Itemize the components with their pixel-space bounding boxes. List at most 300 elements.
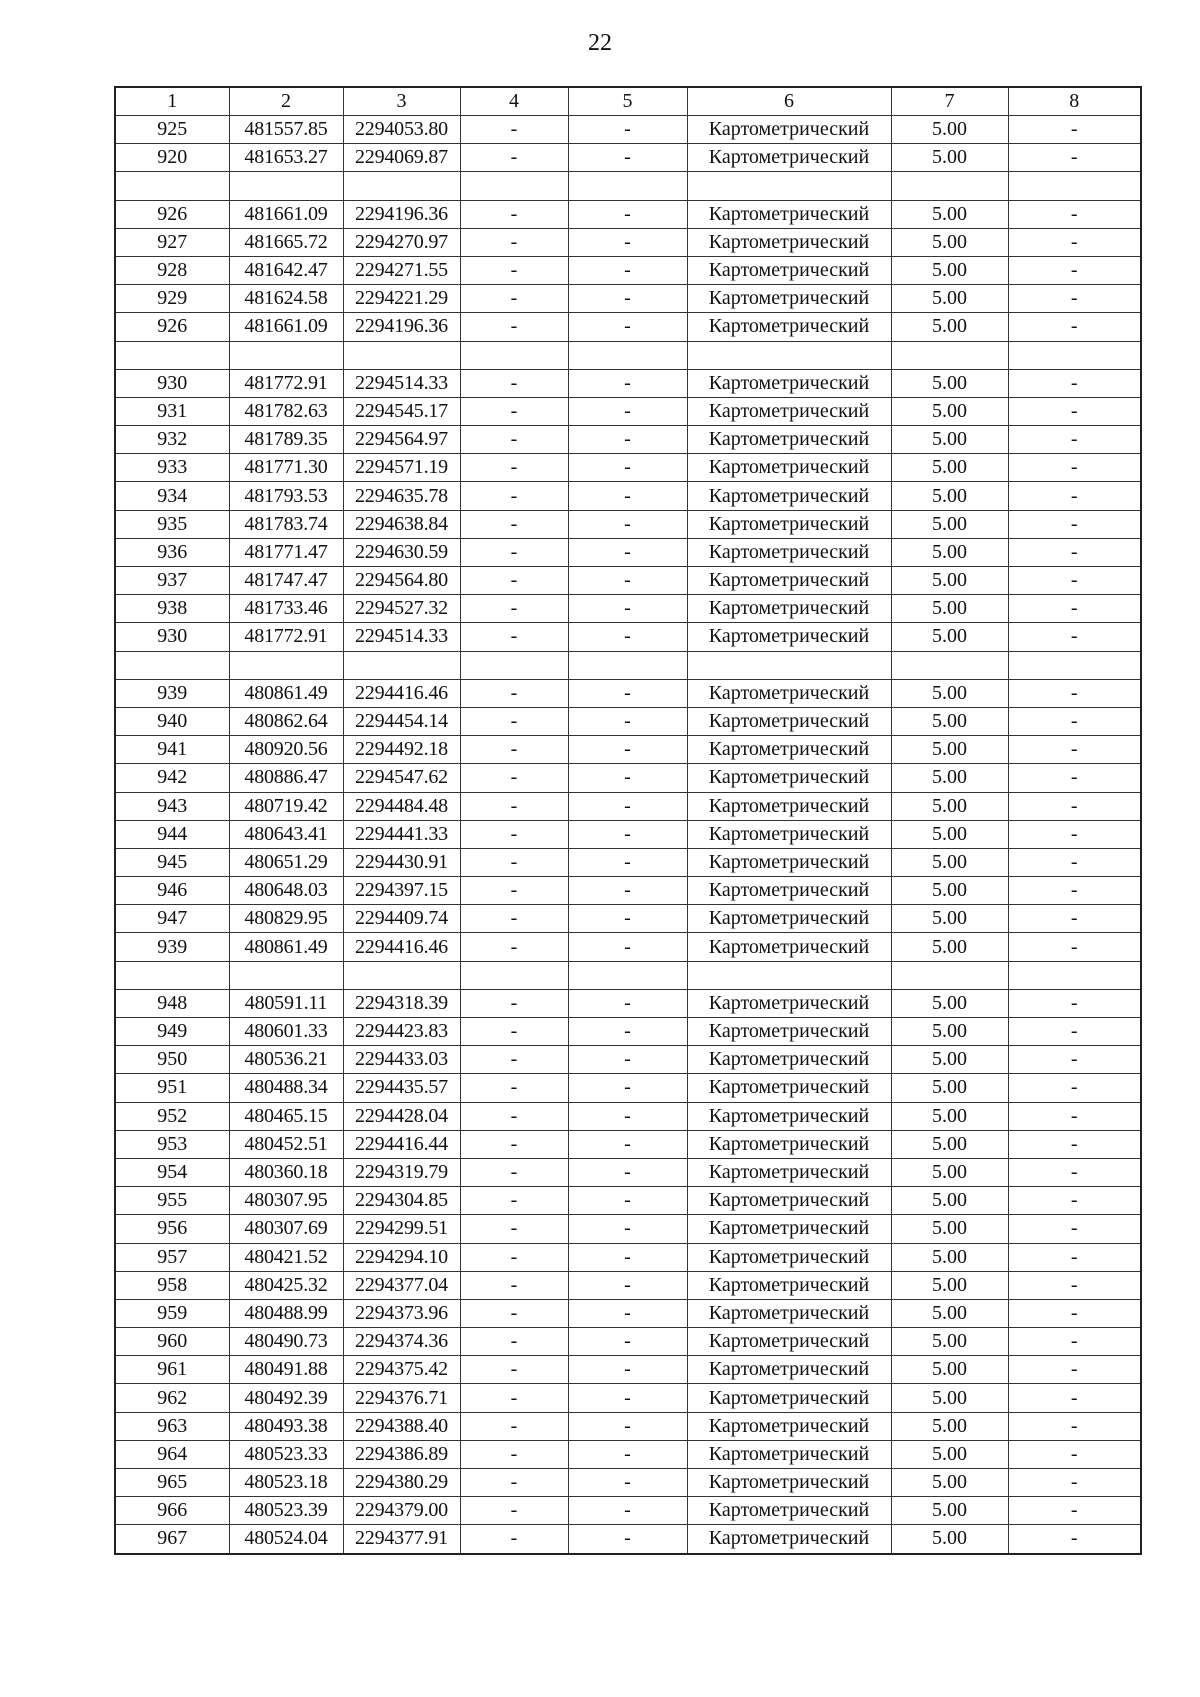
col5-cell: - [568,1440,687,1468]
method-cell: Картометрический [687,1046,891,1074]
col4-cell: - [460,1497,568,1525]
y-coordinate-cell: 2294319.79 [343,1158,460,1186]
method-cell: Картометрический [687,144,891,172]
method-cell: Картометрический [687,369,891,397]
col8-cell [1008,961,1141,989]
method-cell: Картометрический [687,1299,891,1327]
x-coordinate-cell: 481653.27 [229,144,343,172]
table-row [115,426,1141,454]
method-cell: Картометрический [687,285,891,313]
accuracy-cell: 5.00 [891,200,1008,228]
col4-cell: - [460,482,568,510]
method-cell: Картометрический [687,538,891,566]
accuracy-cell: 5.00 [891,1384,1008,1412]
col5-cell [568,961,687,989]
method-cell: Картометрический [687,1074,891,1102]
col8-cell: - [1008,905,1141,933]
col5-cell: - [568,144,687,172]
method-cell: Картометрический [687,736,891,764]
col5-cell: - [568,1384,687,1412]
y-coordinate-cell: 2294492.18 [343,736,460,764]
method-cell: Картометрический [687,116,891,144]
accuracy-cell: 5.00 [891,482,1008,510]
col8-cell: - [1008,1102,1141,1130]
y-coordinate-cell: 2294373.96 [343,1299,460,1327]
col8-cell: - [1008,736,1141,764]
y-coordinate-cell: 2294318.39 [343,989,460,1017]
y-coordinate-cell: 2294416.46 [343,679,460,707]
col4-cell: - [460,144,568,172]
table-row [115,256,1141,284]
x-coordinate-cell: 481557.85 [229,116,343,144]
col4-cell [460,341,568,369]
method-cell: Картометрический [687,228,891,256]
point-number-cell: 930 [115,369,229,397]
col5-cell: - [568,764,687,792]
col5-cell: - [568,989,687,1017]
col4-cell [460,651,568,679]
col8-cell: - [1008,1130,1141,1158]
method-cell: Картометрический [687,256,891,284]
col8-cell: - [1008,538,1141,566]
col5-cell: - [568,116,687,144]
y-coordinate-cell: 2294428.04 [343,1102,460,1130]
point-number-cell: 956 [115,1215,229,1243]
x-coordinate-cell: 481783.74 [229,510,343,538]
x-coordinate-cell: 480829.95 [229,905,343,933]
col4-cell: - [460,1412,568,1440]
y-coordinate-cell: 2294564.97 [343,426,460,454]
method-cell: Картометрический [687,1187,891,1215]
x-coordinate-cell: 480523.33 [229,1440,343,1468]
col5-cell: - [568,313,687,341]
col5-cell: - [568,567,687,595]
accuracy-cell [891,172,1008,200]
accuracy-cell: 5.00 [891,1469,1008,1497]
y-coordinate-cell: 2294547.62 [343,764,460,792]
column-header: 5 [568,87,687,116]
method-cell: Картометрический [687,397,891,425]
point-number-cell: 953 [115,1130,229,1158]
col4-cell: - [460,848,568,876]
point-number-cell: 958 [115,1271,229,1299]
table-row [115,397,1141,425]
col5-cell: - [568,1412,687,1440]
col4-cell: - [460,397,568,425]
x-coordinate-cell: 481771.30 [229,454,343,482]
point-number-cell: 944 [115,820,229,848]
accuracy-cell: 5.00 [891,595,1008,623]
accuracy-cell: 5.00 [891,1158,1008,1186]
col4-cell: - [460,200,568,228]
col4-cell: - [460,1187,568,1215]
col5-cell: - [568,679,687,707]
x-coordinate-cell [229,961,343,989]
table-row [115,595,1141,623]
col8-cell: - [1008,792,1141,820]
col8-cell: - [1008,1074,1141,1102]
x-coordinate-cell: 481772.91 [229,369,343,397]
col5-cell: - [568,1215,687,1243]
col8-cell: - [1008,820,1141,848]
table-body [115,116,1141,1554]
table-row [115,1130,1141,1158]
table-row [115,116,1141,144]
col5-cell: - [568,510,687,538]
point-number-cell: 939 [115,679,229,707]
col4-cell: - [460,877,568,905]
x-coordinate-cell: 480643.41 [229,820,343,848]
col8-cell: - [1008,1440,1141,1468]
table-row [115,1102,1141,1130]
x-coordinate-cell: 481782.63 [229,397,343,425]
y-coordinate-cell: 2294514.33 [343,623,460,651]
col8-cell: - [1008,933,1141,961]
point-number-cell: 928 [115,256,229,284]
column-header: 3 [343,87,460,116]
col4-cell: - [460,567,568,595]
x-coordinate-cell: 480465.15 [229,1102,343,1130]
accuracy-cell: 5.00 [891,933,1008,961]
table-row [115,792,1141,820]
y-coordinate-cell: 2294380.29 [343,1469,460,1497]
col5-cell: - [568,1130,687,1158]
accuracy-cell: 5.00 [891,1187,1008,1215]
y-coordinate-cell: 2294423.83 [343,1018,460,1046]
col4-cell: - [460,623,568,651]
point-number-cell: 941 [115,736,229,764]
col5-cell: - [568,1525,687,1554]
y-coordinate-cell: 2294375.42 [343,1356,460,1384]
table-row [115,454,1141,482]
col5-cell: - [568,792,687,820]
method-cell: Картометрический [687,933,891,961]
x-coordinate-cell: 480421.52 [229,1243,343,1271]
col4-cell: - [460,1046,568,1074]
col5-cell: - [568,877,687,905]
x-coordinate-cell: 481665.72 [229,228,343,256]
column-header: 4 [460,87,568,116]
x-coordinate-cell: 480307.95 [229,1187,343,1215]
col5-cell: - [568,1074,687,1102]
col4-cell: - [460,1525,568,1554]
accuracy-cell: 5.00 [891,1046,1008,1074]
col4-cell [460,172,568,200]
col4-cell: - [460,454,568,482]
x-coordinate-cell: 480861.49 [229,933,343,961]
accuracy-cell: 5.00 [891,1440,1008,1468]
x-coordinate-cell: 480536.21 [229,1046,343,1074]
point-number-cell [115,172,229,200]
col5-cell: - [568,200,687,228]
col8-cell: - [1008,426,1141,454]
table-row [115,1243,1141,1271]
col8-cell: - [1008,482,1141,510]
accuracy-cell [891,961,1008,989]
method-cell: Картометрический [687,1102,891,1130]
method-cell: Картометрический [687,1243,891,1271]
table-row [115,1440,1141,1468]
col4-cell: - [460,764,568,792]
accuracy-cell: 5.00 [891,454,1008,482]
col5-cell: - [568,1356,687,1384]
col5-cell: - [568,1243,687,1271]
point-number-cell: 933 [115,454,229,482]
col4-cell: - [460,933,568,961]
point-number-cell: 930 [115,623,229,651]
table-row [115,764,1141,792]
y-coordinate-cell: 2294416.46 [343,933,460,961]
y-coordinate-cell: 2294638.84 [343,510,460,538]
y-coordinate-cell: 2294388.40 [343,1412,460,1440]
y-coordinate-cell: 2294294.10 [343,1243,460,1271]
y-coordinate-cell: 2294374.36 [343,1328,460,1356]
method-cell: Картометрический [687,1412,891,1440]
table-row [115,1384,1141,1412]
point-number-cell: 962 [115,1384,229,1412]
x-coordinate-cell: 480523.18 [229,1469,343,1497]
accuracy-cell: 5.00 [891,1299,1008,1327]
col5-cell: - [568,454,687,482]
y-coordinate-cell: 2294430.91 [343,848,460,876]
col4-cell: - [460,313,568,341]
point-number-cell: 961 [115,1356,229,1384]
accuracy-cell: 5.00 [891,285,1008,313]
method-cell: Картометрический [687,1130,891,1158]
method-cell [687,961,891,989]
y-coordinate-cell: 2294270.97 [343,228,460,256]
table-row [115,1356,1141,1384]
method-cell [687,341,891,369]
col8-cell: - [1008,313,1141,341]
method-cell: Картометрический [687,820,891,848]
y-coordinate-cell: 2294484.48 [343,792,460,820]
point-number-cell: 957 [115,1243,229,1271]
column-header: 8 [1008,87,1141,116]
x-coordinate-cell: 480492.39 [229,1384,343,1412]
col4-cell: - [460,538,568,566]
y-coordinate-cell: 2294271.55 [343,256,460,284]
table-row [115,1074,1141,1102]
y-coordinate-cell: 2294571.19 [343,454,460,482]
col4-cell: - [460,905,568,933]
table-row [115,1271,1141,1299]
point-number-cell: 940 [115,707,229,735]
col5-cell [568,341,687,369]
y-coordinate-cell: 2294379.00 [343,1497,460,1525]
x-coordinate-cell: 480591.11 [229,989,343,1017]
col8-cell: - [1008,623,1141,651]
point-number-cell: 942 [115,764,229,792]
col4-cell: - [460,1018,568,1046]
col8-cell: - [1008,1384,1141,1412]
accuracy-cell: 5.00 [891,538,1008,566]
method-cell: Картометрический [687,1440,891,1468]
point-number-cell: 954 [115,1158,229,1186]
col8-cell: - [1008,679,1141,707]
x-coordinate-cell: 480601.33 [229,1018,343,1046]
table-row [115,905,1141,933]
x-coordinate-cell: 480452.51 [229,1130,343,1158]
col8-cell: - [1008,1328,1141,1356]
y-coordinate-cell: 2294441.33 [343,820,460,848]
x-coordinate-cell: 480648.03 [229,877,343,905]
x-coordinate-cell: 480490.73 [229,1328,343,1356]
y-coordinate-cell: 2294196.36 [343,200,460,228]
y-coordinate-cell: 2294053.80 [343,116,460,144]
method-cell: Картометрический [687,1384,891,1412]
x-coordinate-cell: 481772.91 [229,623,343,651]
col4-cell: - [460,1384,568,1412]
col4-cell: - [460,510,568,538]
col5-cell: - [568,369,687,397]
table-row [115,482,1141,510]
accuracy-cell: 5.00 [891,707,1008,735]
col4-cell: - [460,1299,568,1327]
x-coordinate-cell [229,172,343,200]
method-cell [687,172,891,200]
method-cell: Картометрический [687,707,891,735]
point-number-cell: 952 [115,1102,229,1130]
method-cell: Картометрический [687,1525,891,1554]
x-coordinate-cell: 481793.53 [229,482,343,510]
y-coordinate-cell: 2294435.57 [343,1074,460,1102]
table-row [115,1158,1141,1186]
col4-cell: - [460,1130,568,1158]
table-row [115,567,1141,595]
y-coordinate-cell: 2294386.89 [343,1440,460,1468]
table-row [115,679,1141,707]
column-header: 6 [687,87,891,116]
col8-cell [1008,651,1141,679]
col5-cell: - [568,623,687,651]
x-coordinate-cell: 480488.34 [229,1074,343,1102]
accuracy-cell: 5.00 [891,679,1008,707]
accuracy-cell: 5.00 [891,228,1008,256]
point-number-cell: 937 [115,567,229,595]
col8-cell: - [1008,285,1141,313]
col5-cell: - [568,933,687,961]
table-row [115,341,1141,369]
method-cell: Картометрический [687,877,891,905]
col5-cell: - [568,1018,687,1046]
point-number-cell: 943 [115,792,229,820]
col4-cell: - [460,1356,568,1384]
page-number: 22 [588,30,612,56]
point-number-cell: 966 [115,1497,229,1525]
x-coordinate-cell: 481661.09 [229,200,343,228]
table-header-row [115,87,1141,116]
x-coordinate-cell: 480307.69 [229,1215,343,1243]
y-coordinate-cell: 2294514.33 [343,369,460,397]
accuracy-cell: 5.00 [891,426,1008,454]
col5-cell: - [568,285,687,313]
col5-cell: - [568,1158,687,1186]
table-row [115,228,1141,256]
col8-cell: - [1008,848,1141,876]
col8-cell: - [1008,144,1141,172]
x-coordinate-cell: 480360.18 [229,1158,343,1186]
col4-cell: - [460,820,568,848]
table-row [115,1328,1141,1356]
col8-cell: - [1008,200,1141,228]
method-cell: Картометрический [687,1328,891,1356]
x-coordinate-cell: 480491.88 [229,1356,343,1384]
y-coordinate-cell: 2294304.85 [343,1187,460,1215]
col4-cell: - [460,595,568,623]
y-coordinate-cell: 2294433.03 [343,1046,460,1074]
col5-cell: - [568,848,687,876]
point-number-cell: 945 [115,848,229,876]
accuracy-cell: 5.00 [891,369,1008,397]
col8-cell: - [1008,877,1141,905]
col5-cell: - [568,1271,687,1299]
col5-cell: - [568,228,687,256]
x-coordinate-cell: 480523.39 [229,1497,343,1525]
table-row [115,1469,1141,1497]
col8-cell: - [1008,1525,1141,1554]
col8-cell: - [1008,595,1141,623]
table-row [115,1525,1141,1554]
col8-cell [1008,341,1141,369]
col8-cell: - [1008,1243,1141,1271]
col5-cell: - [568,256,687,284]
method-cell [687,651,891,679]
method-cell: Картометрический [687,1158,891,1186]
col5-cell: - [568,1497,687,1525]
table-row [115,1215,1141,1243]
point-number-cell: 929 [115,285,229,313]
accuracy-cell: 5.00 [891,1356,1008,1384]
accuracy-cell: 5.00 [891,397,1008,425]
col5-cell [568,651,687,679]
point-number-cell: 931 [115,397,229,425]
col5-cell: - [568,1469,687,1497]
method-cell: Картометрический [687,764,891,792]
col4-cell: - [460,256,568,284]
point-number-cell: 967 [115,1525,229,1554]
col5-cell: - [568,1102,687,1130]
col8-cell [1008,172,1141,200]
x-coordinate-cell: 480886.47 [229,764,343,792]
accuracy-cell: 5.00 [891,1271,1008,1299]
point-number-cell [115,341,229,369]
table-row [115,933,1141,961]
col4-cell: - [460,426,568,454]
column-header: 1 [115,87,229,116]
accuracy-cell: 5.00 [891,1215,1008,1243]
col5-cell: - [568,1299,687,1327]
accuracy-cell: 5.00 [891,116,1008,144]
point-number-cell: 960 [115,1328,229,1356]
y-coordinate-cell [343,651,460,679]
method-cell: Картометрический [687,1215,891,1243]
x-coordinate-cell: 480861.49 [229,679,343,707]
point-number-cell: 925 [115,116,229,144]
col8-cell: - [1008,397,1141,425]
col5-cell: - [568,538,687,566]
y-coordinate-cell: 2294376.71 [343,1384,460,1412]
table-row [115,989,1141,1017]
method-cell: Картометрический [687,623,891,651]
method-cell: Картометрический [687,510,891,538]
col8-cell: - [1008,116,1141,144]
x-coordinate-cell: 480651.29 [229,848,343,876]
col4-cell: - [460,736,568,764]
point-number-cell: 935 [115,510,229,538]
y-coordinate-cell: 2294635.78 [343,482,460,510]
table-row [115,1412,1141,1440]
